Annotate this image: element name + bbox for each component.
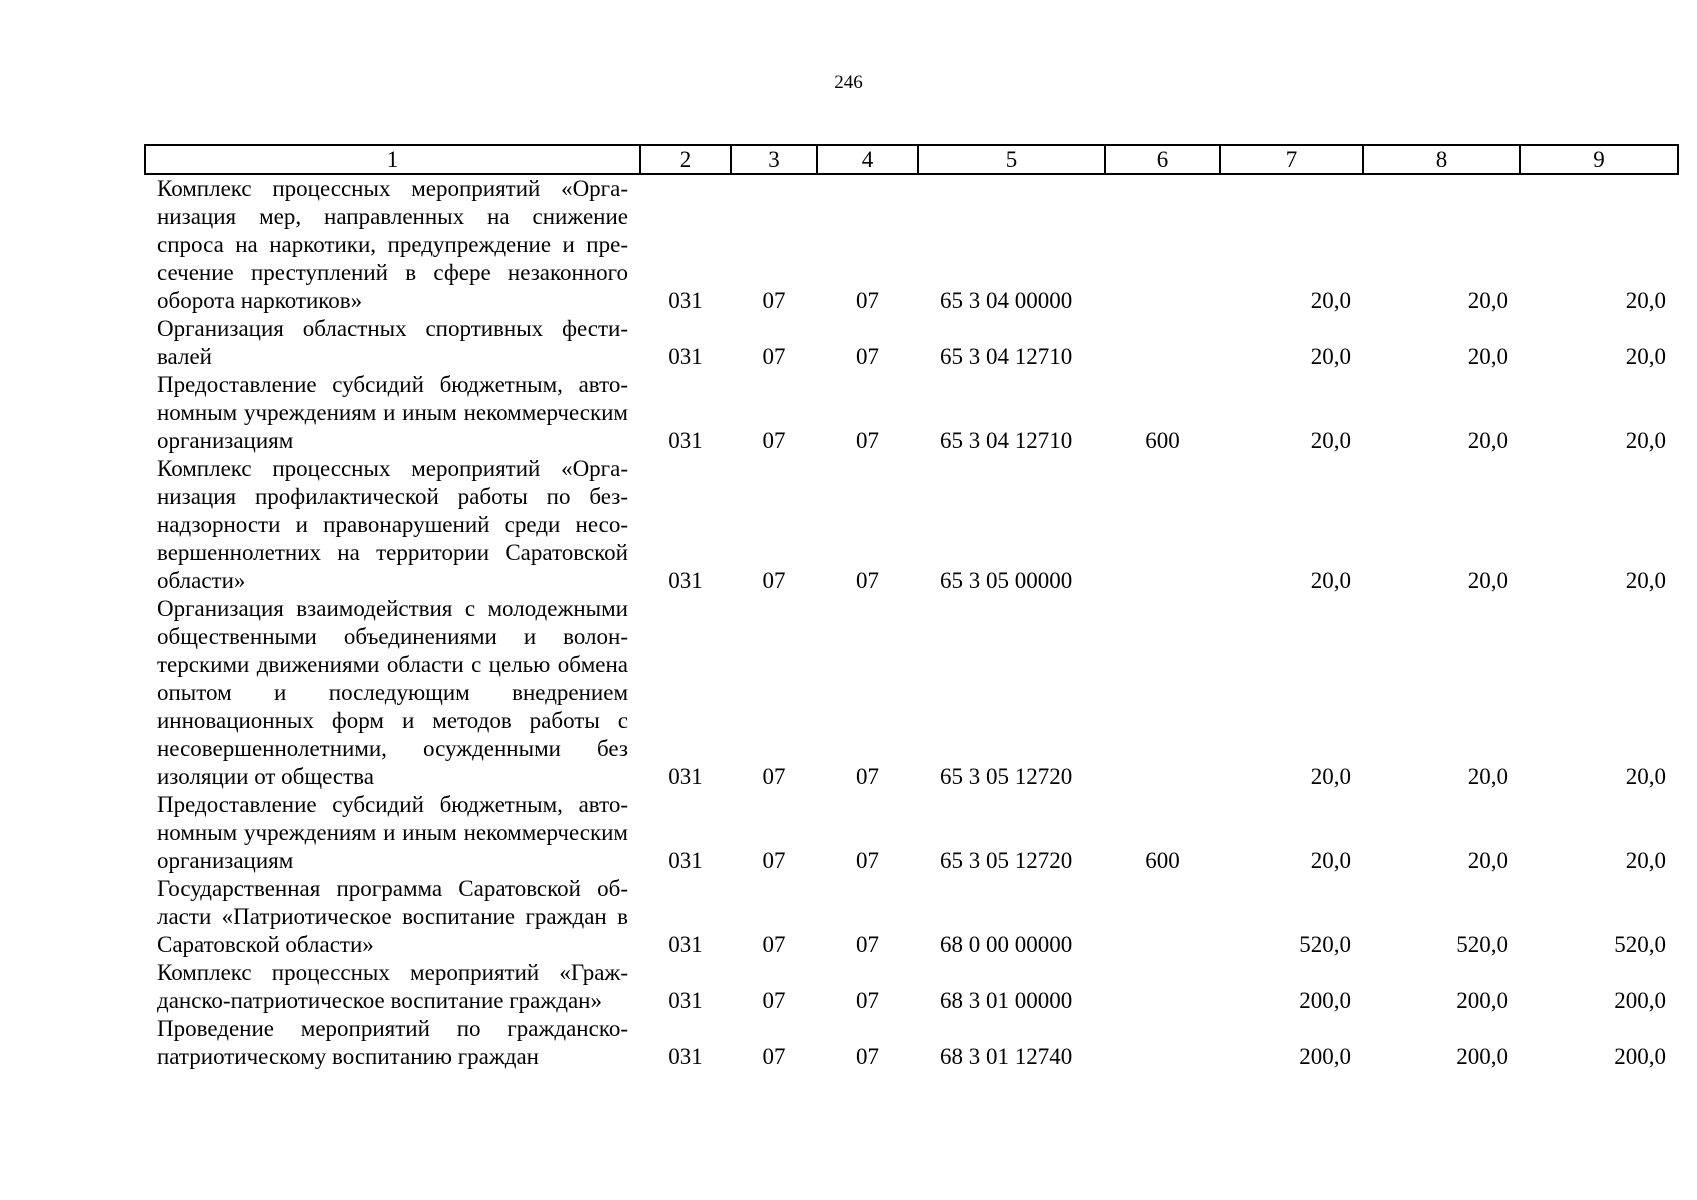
subsection-code: 07 [856,1044,879,1069]
expense-type-code: 600 [1145,848,1180,873]
budget-table [144,144,1679,1071]
row-description: Государственная программа Саратовской области «Патриотическое воспитание граждан в Саратовской области» [157,876,628,957]
expense-type-code [1105,875,1220,959]
row-description: Организация областных спортивных фестивалей [157,316,628,369]
section-code: 07 [762,344,786,369]
amount-year-2: 200,0 [1456,1044,1508,1069]
subsection-code: 07 [856,764,879,789]
subsection-code: 07 [856,848,879,873]
section-code: 07 [762,932,786,957]
row-description: Комплекс процессных мероприятий «Организация профилактической работы по безнадзорности и правонарушений среди несовершеннолетних на территории Саратовской области» [157,456,628,593]
row-description: Проведение мероприятий по гражданско-патриотическому воспитанию граждан [157,1016,628,1069]
row-description: Комплекс процессных мероприятий «Гражданско-патриотическое воспитание граждан» [157,960,628,1013]
subsection-code: 07 [856,428,879,453]
table-row [145,315,1678,371]
column-header-8: 8 [1363,145,1520,174]
amount-year-1: 20,0 [1310,568,1351,593]
amount-year-3: 200,0 [1614,1044,1666,1069]
column-header-6: 6 [1105,145,1220,174]
amount-year-3: 20,0 [1625,764,1666,789]
ministry-code: 031 [668,288,703,313]
amount-year-2: 20,0 [1467,764,1508,789]
section-code: 07 [762,1044,786,1069]
target-code: 65 3 05 12720 [940,764,1073,789]
target-code: 68 3 01 00000 [940,988,1073,1013]
amount-year-1: 20,0 [1310,288,1351,313]
target-code: 65 3 05 00000 [940,568,1073,593]
row-description: Комплекс процессных мероприятий «Организация мер, направленных на снижение спроса на наркотики, предупреждение и пресечение преступлений в сфере незаконного оборота наркотиков» [157,176,628,313]
column-header-5: 5 [918,145,1105,174]
page-number: 246 [834,72,863,93]
column-header-9: 9 [1520,145,1678,174]
amount-year-3: 20,0 [1625,428,1666,453]
amount-year-1: 200,0 [1299,1044,1351,1069]
column-header-2: 2 [640,145,731,174]
column-header-3: 3 [731,145,817,174]
target-code: 68 3 01 12740 [940,1044,1073,1069]
target-code: 65 3 04 12710 [940,428,1073,453]
ministry-code: 031 [668,568,703,593]
section-code: 07 [762,988,786,1013]
table-row [145,595,1678,791]
column-header-4: 4 [817,145,918,174]
ministry-code: 031 [668,932,703,957]
amount-year-3: 20,0 [1625,848,1666,873]
header-row [145,145,1678,174]
expense-type-code [1105,1015,1220,1071]
target-code: 65 3 04 12710 [940,344,1073,369]
table-row [145,1015,1678,1071]
ministry-code: 031 [668,344,703,369]
expense-type-code [1105,315,1220,371]
ministry-code: 031 [668,1044,703,1069]
table-row [145,791,1678,875]
amount-year-1: 20,0 [1310,764,1351,789]
amount-year-3: 200,0 [1614,988,1666,1013]
amount-year-2: 20,0 [1467,428,1508,453]
column-header-1: 1 [145,145,640,174]
row-description: Организация взаимодействия с молодежными общественными объединениями и волонтерскими движениями области с целью обмена опытом и последующим внедрением инновационных форм и методов работы с несовершеннолетними, осужденными без изоляции от общества [157,596,628,789]
amount-year-1: 20,0 [1310,344,1351,369]
amount-year-3: 20,0 [1625,288,1666,313]
section-code: 07 [762,288,786,313]
column-header-7: 7 [1220,145,1363,174]
table-row [145,371,1678,455]
subsection-code: 07 [856,288,879,313]
target-code: 65 3 04 00000 [940,288,1073,313]
ministry-code: 031 [668,988,703,1013]
table-row [145,959,1678,1015]
amount-year-1: 20,0 [1310,848,1351,873]
table-row [145,455,1678,595]
expense-type-code [1105,455,1220,595]
subsection-code: 07 [856,988,879,1013]
section-code: 07 [762,568,786,593]
amount-year-1: 520,0 [1299,932,1351,957]
row-description: Предоставление субсидий бюджетным, автономным учреждениям и иным некоммерческим организациям [157,792,628,873]
target-code: 65 3 05 12720 [940,848,1073,873]
table-row [145,174,1678,315]
expense-type-code [1105,174,1220,315]
amount-year-3: 20,0 [1625,344,1666,369]
amount-year-1: 200,0 [1299,988,1351,1013]
amount-year-2: 20,0 [1467,344,1508,369]
amount-year-1: 20,0 [1310,428,1351,453]
row-description: Предоставление субсидий бюджетным, автономным учреждениям и иным некоммерческим организациям [157,372,628,453]
amount-year-2: 20,0 [1467,848,1508,873]
expense-type-code [1105,959,1220,1015]
amount-year-3: 520,0 [1614,932,1666,957]
expense-type-code [1105,595,1220,791]
amount-year-2: 520,0 [1456,932,1508,957]
expense-type-code: 600 [1145,428,1180,453]
subsection-code: 07 [856,568,879,593]
amount-year-2: 200,0 [1456,988,1508,1013]
amount-year-2: 20,0 [1467,568,1508,593]
subsection-code: 07 [856,344,879,369]
section-code: 07 [762,764,786,789]
amount-year-2: 20,0 [1467,288,1508,313]
section-code: 07 [762,428,786,453]
ministry-code: 031 [668,428,703,453]
amount-year-3: 20,0 [1625,568,1666,593]
table-row [145,875,1678,959]
section-code: 07 [762,848,786,873]
subsection-code: 07 [856,932,879,957]
ministry-code: 031 [668,764,703,789]
target-code: 68 0 00 00000 [940,932,1073,957]
ministry-code: 031 [668,848,703,873]
